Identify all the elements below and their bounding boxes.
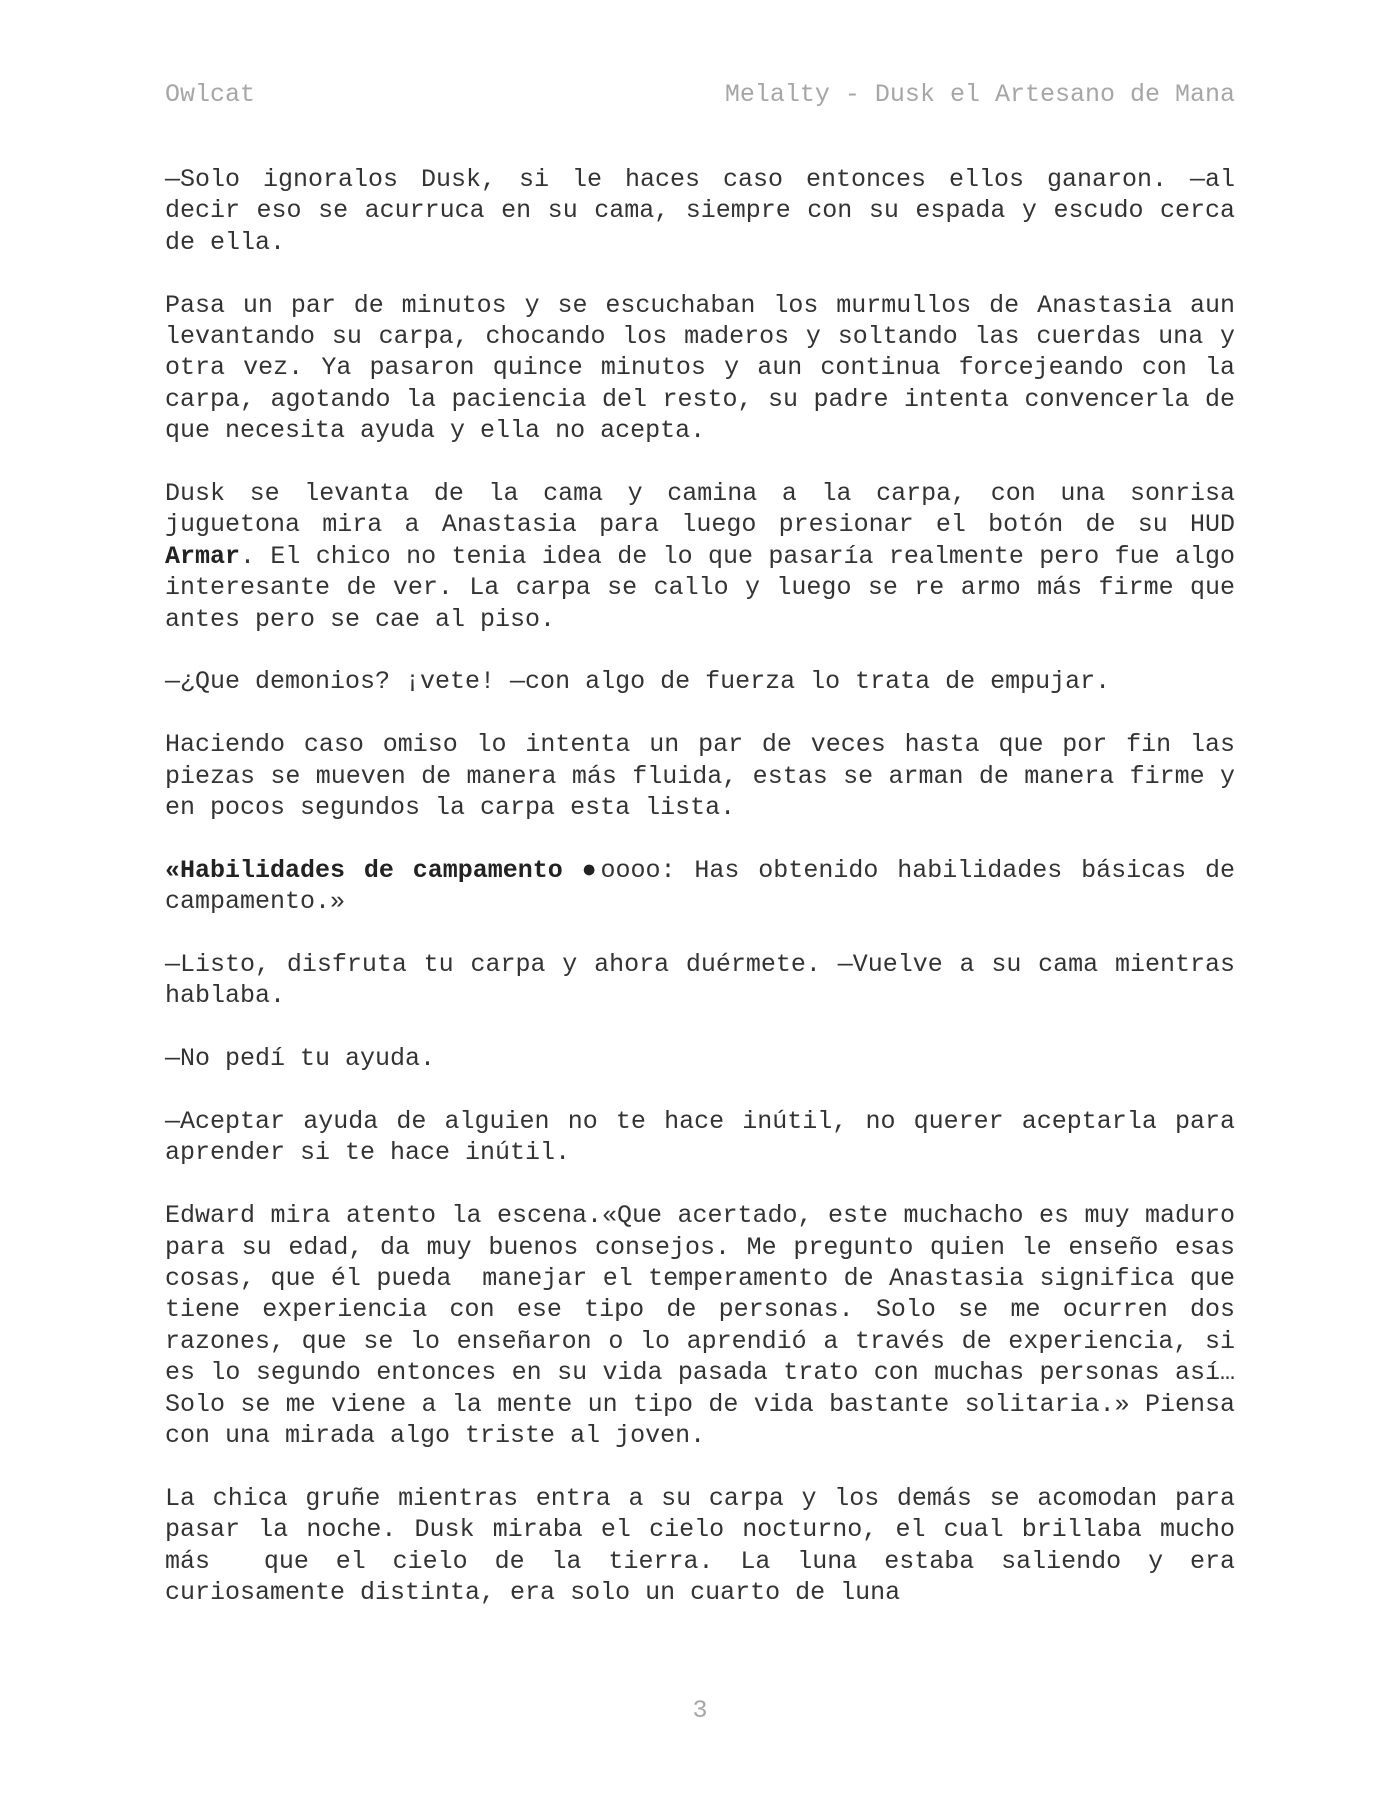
page-header xyxy=(165,80,1235,114)
skill-notification xyxy=(165,855,1251,918)
paragraph: —Listo, disfruta tu carpa y ahora duérmete. —Vuelve a su cama mientras hablaba. xyxy=(165,950,1251,1011)
paragraph: Edward mira atento la escena.«Que acertado, este muchacho es muy maduro para su edad, da muy buenos consejos. Me pregunto quien le enseño esas cosas, que él pueda manejar el temperamento de Anastasia significa que tiene experiencia con ese tipo de personas. Solo se me ocurren dos razones, que se lo enseñaron o lo aprendió a través de experiencia, si es lo segundo entonces en su vida pasada trato con muchas personas así… Solo se me viene a la mente un tipo de vida bastante solitaria.» Piensa con una mirada algo triste al joven. xyxy=(165,1201,1251,1451)
header-author: Owlcat xyxy=(165,80,256,109)
header-title: Melalty - Dusk el Artesano de Mana xyxy=(724,80,1235,109)
bold-term-armar: Armar xyxy=(165,541,241,571)
paragraph-text: Dusk se levanta de la cama y camina a la carpa, con una sonrisa juguetona mira a Anastasia para luego presionar el botón de su HUD xyxy=(165,479,1251,540)
page-body xyxy=(165,164,1251,1640)
paragraph: —Aceptar ayuda de alguien no te hace inútil, no querer aceptarla para aprender si te hace inútil. xyxy=(165,1107,1251,1168)
paragraph: —¿Que demonios? ¡vete! —con algo de fuerza lo trata de empujar. xyxy=(165,667,1111,697)
paragraph: —Solo ignoralos Dusk, si le haces caso entonces ellos ganaron. —al decir eso se acurruca en su cama, siempre con su espada y escudo cerca de ella. xyxy=(165,165,1251,257)
paragraph: La chica gruñe mientras entra a su carpa y los demás se acomodan para pasar la noche. Dusk miraba el cielo nocturno, el cual brillaba mucho más que el cielo de la tierra. La luna estaba saliendo y era curiosamente distinta, era solo un cuarto de luna xyxy=(165,1483,1251,1608)
skill-description: oooo: Has obtenido habilidades básicas de campamento.» xyxy=(165,855,1251,917)
paragraph-text: . El chico no tenia idea de lo que pasaría realmente pero fue algo interesante de ver. La carpa se callo y luego se re armo más firme que antes pero se cae al piso. xyxy=(165,541,1251,634)
paragraph: Pasa un par de minutos y se escuchaban los murmullos de Anastasia aun levantando su carpa, chocando los maderos y soltando las cuerdas una y otra vez. Ya pasaron quince minutos y aun continua forcejeando con la carpa, agotando la paciencia del resto, su padre intenta convencerla de que necesita ayuda y ella no acepta. xyxy=(165,290,1251,446)
page-number: 3 xyxy=(692,1696,708,1725)
skill-name: «Habilidades de campamento ● xyxy=(165,855,601,885)
paragraph: Haciendo caso omiso lo intenta un par de veces hasta que por fin las piezas se mueven de manera más fluida, estas se arman de manera firme y en pocos segundos la carpa esta lista. xyxy=(165,730,1251,823)
paragraph: —No pedí tu ayuda. xyxy=(165,1044,436,1074)
paragraph xyxy=(165,478,1251,635)
